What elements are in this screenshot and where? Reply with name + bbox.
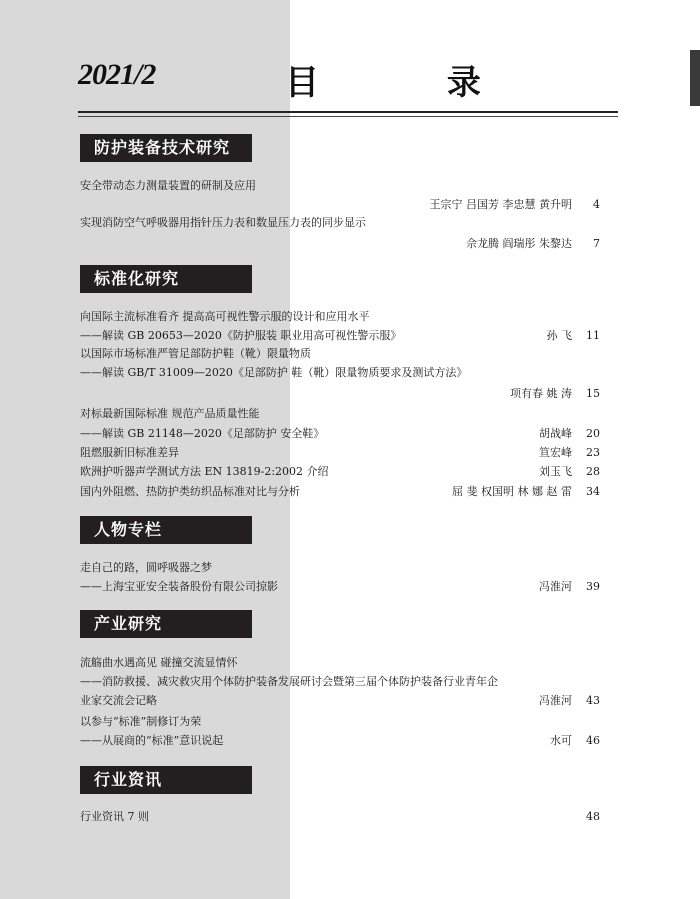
entry-page-number: 20: [586, 427, 600, 440]
toc-entry-line: [80, 327, 600, 345]
entry-page-number: 43: [586, 694, 600, 707]
entry-authors: 屈 斐 权国明 林 娜 赵 雷: [452, 485, 572, 498]
entry-page-number: 4: [593, 198, 600, 211]
issue-year: 2021/2: [78, 58, 156, 91]
toc-entry-line: [80, 732, 600, 750]
toc-entry-line: [80, 483, 600, 501]
entry-page-number: 23: [586, 446, 600, 459]
toc-entry-line: [80, 654, 600, 672]
entry-page-number: 11: [586, 329, 600, 342]
entry-authors: 项有春 姚 涛: [510, 387, 572, 400]
entry-page-number: 15: [586, 387, 600, 400]
entry-page-number: 39: [586, 580, 600, 593]
entry-title: 走自己的路，圆呼吸器之梦: [80, 561, 212, 574]
entry-authors: 孙 飞: [546, 329, 572, 342]
toc-entry-line: [80, 463, 600, 481]
title-rule-thick: [78, 111, 618, 113]
section-header: 人物专栏: [80, 516, 252, 544]
title-rule-thin: [78, 116, 618, 117]
page-title: 目 录: [285, 63, 539, 103]
entry-page-number: 48: [586, 810, 600, 823]
entry-page-number: 34: [586, 485, 600, 498]
entry-page-number: 7: [593, 237, 600, 250]
entry-title: 行业资讯 7 则: [80, 810, 149, 823]
entry-authors: 笪宏峰: [539, 446, 572, 459]
toc-entry-line: [80, 692, 600, 710]
toc-entry-line: [80, 673, 600, 691]
entry-title: 欧洲护听器声学测试方法 EN 13819-2:2002 介绍: [80, 465, 329, 478]
entry-authors: 刘玉飞: [539, 465, 572, 478]
entry-title: 向国际主流标准看齐 提高高可视性警示服的设计和应用水平: [80, 310, 370, 323]
section-header: 防护装备技术研究: [80, 134, 252, 162]
page-edge-tab: [690, 50, 700, 106]
toc-entry-line: [80, 444, 600, 462]
toc-entry-line: [80, 308, 600, 326]
section-header: 行业资讯: [80, 766, 252, 794]
entry-authors: 佘龙腾 阎瑞彤 朱黎达: [466, 237, 572, 250]
entry-authors: 王宗宁 吕国芳 李忠慧 黄升明: [429, 198, 572, 211]
toc-entry-line: [80, 177, 600, 195]
toc-entry-line: [80, 425, 600, 443]
entry-title: 以参与“标准”制修订为荣: [80, 715, 202, 728]
entry-title: 以国际市场标准严管足部防护鞋（靴）限量物质: [80, 347, 311, 360]
toc-entry-line: [80, 578, 600, 596]
toc-entry-line: [80, 808, 600, 826]
entry-title: 对标最新国际标准 规范产品质量性能: [80, 407, 260, 420]
entry-page-number: 28: [586, 465, 600, 478]
toc-entry-line: [80, 405, 600, 423]
entry-authors: 冯淮河: [539, 694, 572, 707]
toc-entry-line: [80, 345, 600, 363]
entry-title: 安全带动态力测量装置的研制及应用: [80, 179, 256, 192]
section-header: 产业研究: [80, 610, 252, 638]
toc-entry-line: [80, 214, 600, 232]
entry-title: 国内外阻燃、热防护类纺织品标准对比与分析: [80, 485, 300, 498]
toc-entry-line: [80, 364, 600, 382]
entry-title: ——从展商的“标准”意识说起: [80, 734, 224, 747]
entry-title: ——上海宝亚安全装备股份有限公司掠影: [80, 580, 278, 593]
entry-title: ——解读 GB 21148—2020《足部防护 安全鞋》: [80, 427, 325, 440]
entry-page-number: 46: [586, 734, 600, 747]
section-header: 标准化研究: [80, 265, 252, 293]
entry-authors: 水可: [550, 734, 572, 747]
entry-title: 阻燃服新旧标准差异: [80, 446, 179, 459]
entry-title: 业家交流会记略: [80, 694, 157, 707]
entry-authors: 冯淮河: [539, 580, 572, 593]
toc-entry-line: [80, 235, 600, 253]
toc-entry-line: [80, 196, 600, 214]
entry-title: 流觞曲水遇高见 碰撞交流显情怀: [80, 656, 238, 669]
entry-authors: 胡战峰: [539, 427, 572, 440]
toc-entry-line: [80, 713, 600, 731]
entry-title: ——解读 GB/T 31009—2020《足部防护 鞋（靴）限量物质要求及测试方法》: [80, 366, 468, 379]
toc-entry-line: [80, 559, 600, 577]
entry-title: ——解读 GB 20653—2020《防护服装 职业用高可视性警示服》: [80, 329, 402, 342]
entry-title: ——消防救援、减灾救灾用个体防护装备发展研讨会暨第三届个体防护装备行业青年企: [80, 675, 498, 688]
toc-entry-line: [80, 385, 600, 403]
entry-title: 实现消防空气呼吸器用指针压力表和数显压力表的同步显示: [80, 216, 366, 229]
